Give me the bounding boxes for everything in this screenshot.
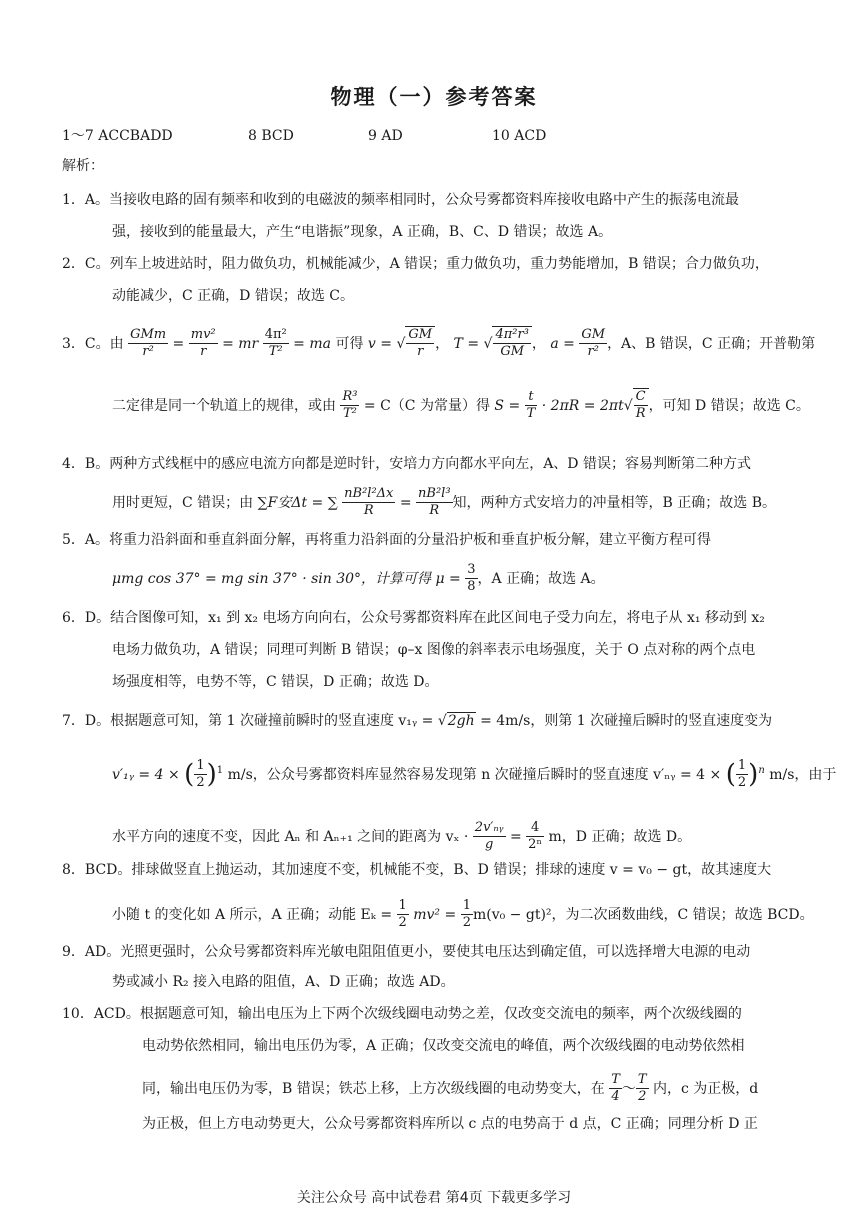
answer-group-1: 1～7 ACCBADD	[62, 128, 173, 144]
q1-line-1: 1．A。当接收电路的固有频率和收到的电磁波的频率相同时，公众号雾都资料库接收电路中产生的振荡电流最	[62, 192, 740, 208]
q10-line-4: 为正极，但上方电动势更大，公众号雾都资料库所以 c 点的电势高于 d 点，C 正确；同理分析 D 正	[142, 1116, 758, 1132]
q3-mr: mr	[238, 335, 259, 352]
q8-line-2	[112, 898, 814, 932]
answer-group-2: 8 BCD	[248, 128, 294, 144]
q3-a: a	[550, 335, 559, 352]
q8-l2-post: m(v₀ − gt)²，为二次函数曲线，C 错误；故选 BCD。	[472, 906, 814, 923]
q3-frac-6: $\frac{t}{T}$	[526, 389, 536, 422]
q8-line-1: 8．BCD。排球做竖直上抛运动，其加速度不变，机械能不变，B、D 错误；排球的速度 v = v₀ − gt，故其速度大	[62, 862, 772, 878]
q7-exp-1: 1	[216, 765, 224, 777]
q7-l2-a: v′₁ᵧ = 4 ×	[112, 766, 180, 783]
q2-line-2: 动能减少，C 正确，D 错误；故选 C。	[112, 288, 354, 304]
q5-frac: $\frac{3}{8}$	[467, 562, 476, 595]
q6-line-1: 6．D。结合图像可知，x₁ 到 x₂ 电场方向向右，公众号雾都资料库在此区间电子受力向左，将电子从 x₁ 移动到 x₂	[62, 610, 765, 626]
q3-c-const: = C（C 为常量）得	[363, 397, 490, 414]
q3-sqrt-3: $\frac{C}{R}$	[635, 389, 646, 422]
q10-line-3	[142, 1072, 758, 1106]
q10-l3-post: 内，c 为正极，d	[653, 1080, 759, 1097]
q4-l2-post: 知，两种方式安培力的冲量相等，B 正确；故选 B。	[452, 494, 777, 511]
q10-l3-pre: 同，输出电压仍为零，B 错误；铁芯上移，上方次级线圈的电动势变大，在	[142, 1080, 605, 1097]
q7-exp-n: n	[758, 765, 765, 777]
q4-frac-2: $\frac{\text{nB²l³}}{R}$	[418, 486, 451, 519]
q10-tilde: ～	[621, 1080, 636, 1097]
q7-half-2: $\frac{1}{2}$	[737, 758, 747, 791]
q10-frac-2: $\frac{T}{2}$	[637, 1072, 647, 1105]
q9-line-1: 9．AD。光照更强时，公众号雾都资料库光敏电阻阻值更小，要使其电压达到确定值，可以选择增大电源的电动	[62, 944, 751, 960]
q6-line-2: 电场力做负功，A 错误；同理可判断 B 错误；φ–x 图像的斜率表示电场强度，关于 O 点对称的两个点电	[112, 642, 756, 658]
q3-line-1: 3．C。由 $\frac{\text{GMm}}{\text{r²}}$ = $\frac{\text{mv²}}{r}$ = mr $\frac{\text{4π²}}{\text{T²}}$ = ma 可得 v = √ $\frac{GM}{r}$ ， T = √ $\frac{\text{4π²r³}}{GM}$ ， a = $\frac{GM}{\text{r²}}$ ，A、B 错误，C 正确；开普勒第	[62, 327, 816, 360]
q7-sqrt: 2gh	[447, 713, 475, 729]
q3-l2-post: ，可知 D 错误；故选 C。	[648, 397, 810, 414]
q5-line-1: 5．A。将重力沿斜面和垂直斜面分解，再将重力沿斜面的分量沿护板和垂直护板分解，建立平衡方程可得	[62, 532, 712, 548]
q7-l2-b: m/s，公众号雾都资料库显然容易发现第 n 次碰撞后瞬时的竖直速度 v′ₙᵧ = 4 ×	[227, 766, 722, 783]
q7-l2-c: m/s，由于	[769, 766, 837, 783]
q9-line-2: 势或减小 R₂ 接入电路的阻值，A、D 正确；故选 AD。	[112, 974, 455, 990]
q3-v: v	[367, 335, 376, 352]
q4-line-1: 4．B。两种方式线框中的感应电流方向都是逆时针，安培力方向都水平向左，A、D 错误；容易判断第二种方式	[62, 456, 751, 472]
q7-line-2: v′₁ᵧ = 4 × ( $\frac{1}{2}$ )$^1$ m/s，公众号雾都资料库显然容易发现第 n 次碰撞后瞬时的竖直速度 v′ₙᵧ = 4 × ( $\frac{1}{2}$ )$^n$ m/s，由于	[112, 758, 837, 791]
q3-line-2: 二定律是同一个轨道上的规律，或由 $\frac{\text{R³}}{\text{T²}}$ = C（C 为常量）得 S = $\frac{t}{T}$ · 2πR = 2πt√ $\frac{C}{R}$ ，可知 D 错误；故选 C。	[112, 389, 810, 422]
q3-frac-1: $\frac{\text{GMm}}{\text{r²}}$	[130, 327, 167, 360]
q3-post: ，A、B 错误，C 正确；开普勒第	[607, 335, 816, 352]
answer-summary	[62, 128, 822, 146]
q4-sum: ∑F安Δt = ∑	[257, 494, 338, 511]
q7-half-1: $\frac{1}{2}$	[196, 758, 205, 791]
q3-sqrt-2: $\frac{\text{4π²r³}}{GM}$	[495, 327, 529, 360]
q4-frac-1: $\frac{\text{nB²l²Δx}}{R}$	[344, 486, 394, 519]
q7-l3-post: m，D 正确；故选 D。	[548, 828, 692, 845]
q8-l2-pre: 小随 t 的变化如 A 所示，A 正确；动能 Eₖ =	[112, 906, 393, 923]
q7-l1-pre: 7．D。根据题意可知，第 1 次碰撞前瞬时的竖直速度 v₁ᵧ =	[62, 713, 434, 729]
q10-frac-1: $\frac{T}{4}$	[611, 1072, 620, 1105]
q10-line-1: 10．ACD。根据题意可知，输出电压为上下两个次级线圈电动势之差，仅改变交流电的频率，两个次级线圈的	[62, 1006, 742, 1022]
q3-s-tail: · 2πR = 2πt	[541, 397, 624, 414]
q3-sqrt-1: $\frac{GM}{r}$	[408, 327, 433, 360]
q7-frac-1: $\frac{\text{2v′ₙᵧ}}{g}$	[474, 820, 504, 853]
q3-frac-2: $\frac{\text{mv²}}{r}$	[190, 327, 216, 360]
q3-frac-5: $\frac{\text{R³}}{\text{T²}}$	[342, 389, 358, 422]
q5-l2-pre: μmg cos 37° = mg sin 37° · sin 30°，计算可得 μ =	[112, 570, 461, 587]
q3-l2-pre: 二定律是同一个轨道上的规律，或由	[112, 397, 336, 414]
q7-l1-post: = 4m/s，则第 1 次碰撞后瞬时的竖直速度变为	[480, 713, 773, 729]
q3-frac-4: $\frac{GM}{\text{r²}}$	[581, 327, 606, 360]
q3-kede: 可得	[335, 335, 364, 352]
answer-group-3: 9 AD	[368, 128, 403, 144]
q5-line-2	[112, 562, 605, 596]
q10-line-2: 电动势依然相同，输出电压仍为零，A 正确；仅改变交流电的峰值，两个次级线圈的电动势依然相	[142, 1038, 745, 1054]
q3-T: T	[453, 335, 463, 352]
analysis-label: 解析：	[62, 158, 104, 174]
q3-s-expr: S =	[494, 397, 521, 414]
q7-l3-pre: 水平方向的速度不变，因此 Aₙ 和 Aₙ₊₁ 之间的距离为 vₓ ·	[112, 828, 469, 845]
q6-line-3: 场强度相等，电势不等，C 错误，D 正确；故选 D。	[112, 674, 439, 690]
q8-frac-2: $\frac{1}{2}$	[462, 898, 471, 931]
page-title: 物理（一）参考答案	[330, 85, 538, 109]
q7-line-3: 水平方向的速度不变，因此 Aₙ 和 Aₙ₊₁ 之间的距离为 vₓ · $\frac{\text{2v′ₙᵧ}}{g}$ = $\frac{4}{\text{2ⁿ}}$ m，D 正确；故选 D。	[112, 820, 692, 853]
q5-l2-post: ，A 正确；故选 A。	[477, 570, 605, 587]
q3-ma: ma	[309, 335, 331, 352]
page-footer: 关注公众号 高中试卷君 第4页 下载更多学习	[296, 1190, 572, 1206]
q7-frac-2: $\frac{4}{\text{2ⁿ}}$	[528, 820, 543, 853]
q2-line-1: 2．C。列车上坡进站时，阻力做负功，机械能减少，A 错误；重力做负功，重力势能增加，B 错误；合力做负功，	[62, 256, 769, 272]
answer-group-4: 10 ACD	[492, 128, 547, 144]
q8-l2-mid: mv² =	[413, 906, 457, 923]
q4-l2-pre: 用时更短，C 错误；由	[112, 494, 254, 511]
q8-frac-1: $\frac{1}{2}$	[398, 898, 407, 931]
q3-frac-3: $\frac{\text{4π²}}{\text{T²}}$	[264, 327, 287, 360]
q3-prefix: 3．C。由	[62, 335, 124, 352]
q1-line-2: 强，接收到的能量最大，产生“电谐振”现象，A 正确，B、C、D 错误；故选 A。	[112, 224, 613, 240]
q4-line-2: 用时更短，C 错误；由 ∑F安Δt = ∑ $\frac{\text{nB²l²Δx}}{R}$ = $\frac{\text{nB²l³}}{R}$ 知，两种方式安培力的冲量相等，B 正确；故选 B。	[112, 486, 777, 519]
q7-line-1: 7．D。根据题意可知，第 1 次碰撞前瞬时的竖直速度 v₁ᵧ = √2gh = 4m/s，则第 1 次碰撞后瞬时的竖直速度变为	[62, 713, 773, 729]
